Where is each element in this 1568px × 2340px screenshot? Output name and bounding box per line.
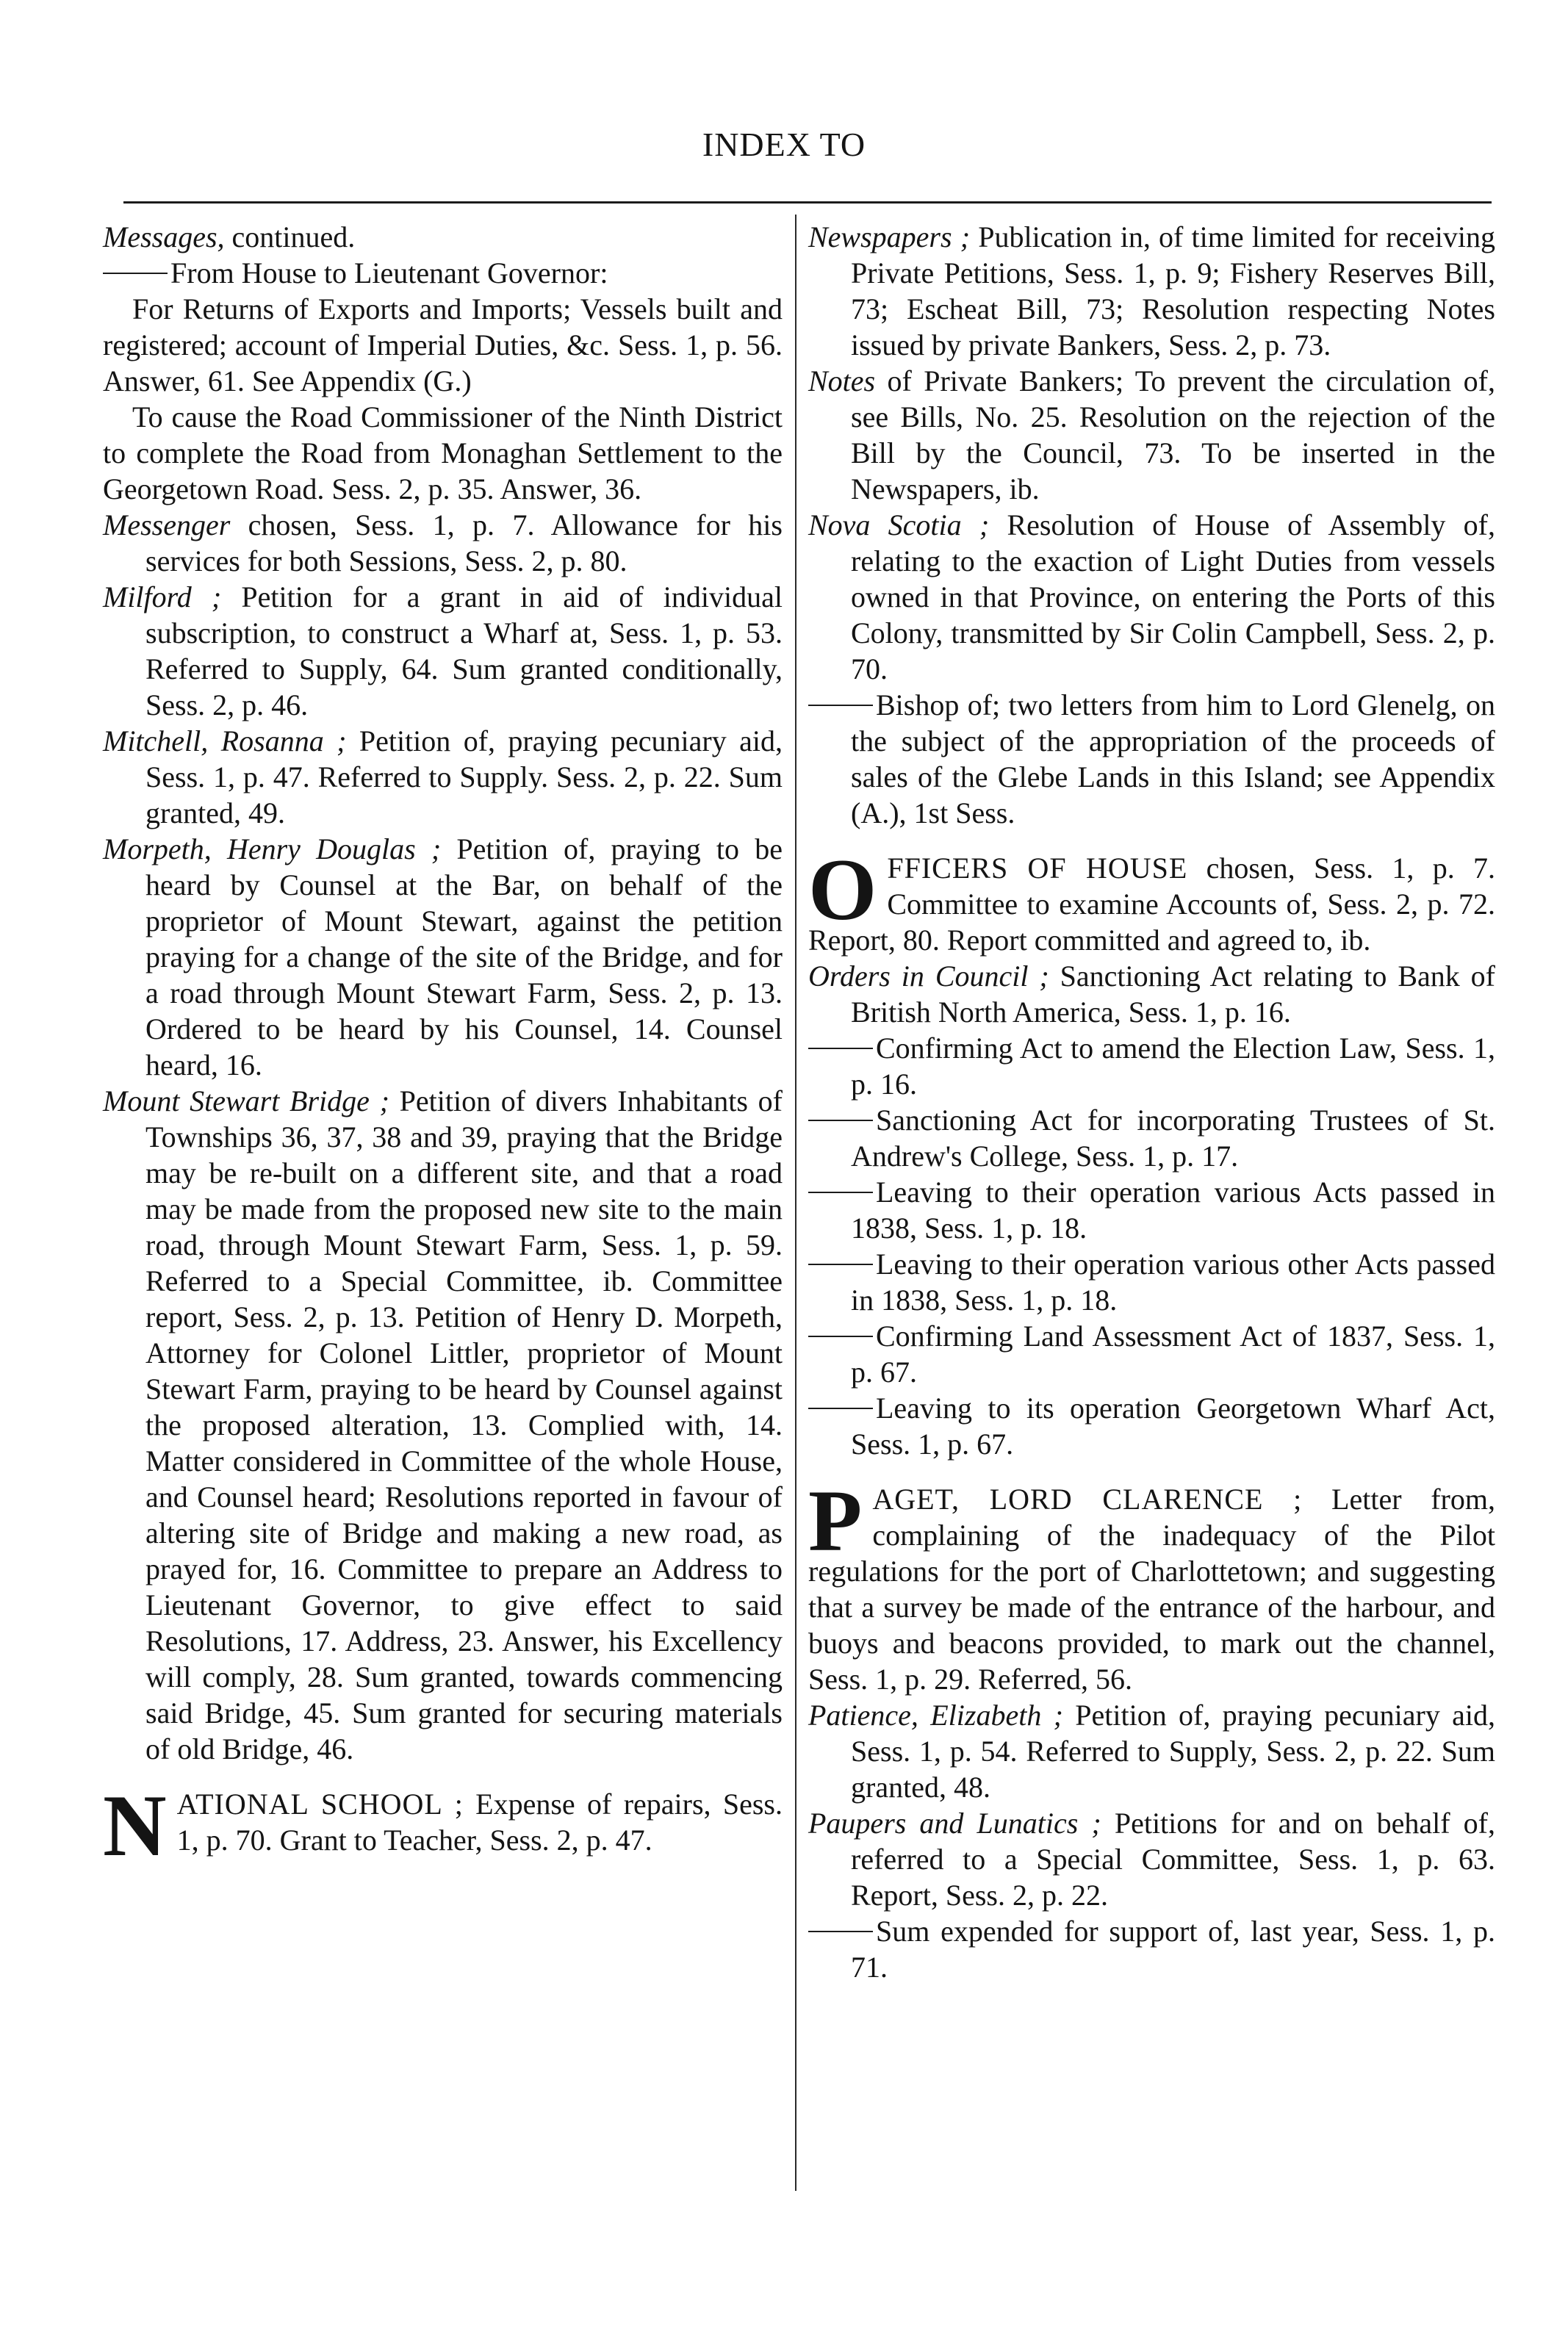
left-column	[103, 219, 783, 1858]
section-entry	[103, 1786, 783, 1858]
index-entry	[808, 1697, 1495, 1805]
section-head: FFICERS OF HOUSE	[887, 852, 1188, 885]
drop-cap: N	[103, 1786, 167, 1858]
section-head: ATIONAL SCHOOL ;	[176, 1788, 464, 1821]
entry-text: Petition of divers Inhabitants of Townships 36, 37, 38 and 39, praying that the Bridge may be re-built on a different site, and that a road may be made from the proposed new site to the main road, through Mount Stewart Farm, Sess. 1, p. 59. Referred to a Special Committee, ib. Committee report, Sess. 2, p. 13. Petition of Henry D. Morpeth, Attorney for Colonel Littler, proprietor of Mount Stewart Farm, praying to be heard by Counsel against the proposed alteration, 13. Complied with, 14. Matter considered in Committee of the whole House, and Counsel heard; Resolutions reported in favour of altering site of Bridge and making a new road, as prayed for, 16. Committee to prepare an Address to Lieutenant Governor, to give effect to said Resolutions, 17. Address, 23. Answer, his Excellency will comply, 28. Sum granted, towards commencing said Bridge, 45. Sum granted for securing materials of old Bridge, 46.	[145, 1084, 783, 1765]
ditto-dash	[808, 1120, 873, 1121]
index-entry	[103, 579, 783, 723]
ditto-dash	[808, 1408, 873, 1409]
ditto-dash	[808, 1336, 873, 1337]
entry-head: Messenger	[103, 508, 231, 541]
column-divider	[795, 215, 796, 2191]
ditto-dash	[808, 1192, 873, 1193]
entry-text: Confirming Land Assessment Act of 1837, Sess. 1, p. 67.	[851, 1320, 1495, 1389]
entry-text: Confirming Act to amend the Election Law, Sess. 1, p. 16.	[851, 1032, 1495, 1101]
entry-head: Mount Stewart Bridge ;	[103, 1084, 389, 1117]
entry-text: chosen, Sess. 1, p. 7. Allowance for his services for both Sessions, Sess. 2, p. 80.	[145, 508, 783, 577]
entry-head: Notes	[808, 364, 876, 397]
entry-text: Leaving to their operation various other Acts passed in 1838, Sess. 1, p. 18.	[851, 1248, 1495, 1317]
entry-text: Petitions for and on behalf of, referred to a Special Committee, Sess. 1, p. 63. Report, Sess. 2, p. 22.	[851, 1807, 1495, 1912]
index-entry	[808, 363, 1495, 507]
ditto-dash	[808, 1931, 873, 1932]
drop-cap: O	[808, 850, 877, 938]
section-entry	[808, 850, 1495, 958]
entry-head: Milford ;	[103, 580, 222, 613]
entry-head: Nova Scotia ;	[808, 508, 990, 541]
index-entry	[103, 831, 783, 1083]
entry-text: Publication in, of time limited for receiving Private Petitions, Sess. 1, p. 9; Fishery Reserves Bill, 73; Escheat Bill, 73; Resolution respecting Notes issued by private Bankers, Sess. 2, p. 73.	[851, 220, 1495, 361]
index-entry	[103, 1083, 783, 1767]
index-subentry	[808, 687, 1495, 831]
entry-head: Mitchell, Rosanna ;	[103, 724, 347, 757]
entry-text: Petition for a grant in aid of individual subscription, to construct a Wharf at, Sess. 1, p. 53. Referred to Supply, 64. Sum granted conditionally, Sess. 2, p. 46.	[145, 580, 783, 721]
entry-head: Messages,	[103, 220, 225, 253]
ditto-dash	[808, 705, 873, 706]
index-subentry: To cause the Road Commissioner of the Ninth District to complete the Road from Monaghan Settlement to the Georgetown Road. Sess. 2, p. 35. Answer, 36.	[103, 400, 783, 505]
index-entry	[808, 1805, 1495, 1913]
index-subentry	[808, 1318, 1495, 1390]
right-column	[808, 219, 1495, 1985]
entry-text: Sanctioning Act for incorporating Trustees of St. Andrew's College, Sess. 1, p. 17.	[851, 1104, 1495, 1173]
index-entry	[103, 219, 783, 255]
index-subentry	[808, 1390, 1495, 1462]
entry-text: Leaving to their operation various Acts passed in 1838, Sess. 1, p. 18.	[851, 1176, 1495, 1245]
entry-text: Leaving to its operation Georgetown Wharf Act, Sess. 1, p. 67.	[851, 1392, 1495, 1461]
entry-text: Sanctioning Act relating to Bank of British North America, Sess. 1, p. 16.	[851, 960, 1495, 1029]
entry-text: Resolution of House of Assembly of, relating to the exaction of Light Duties from vessels owned in that Province, on entering the Ports of this Colony, transmitted by Sir Colin Campbell, Sess. 2, p. 70.	[851, 508, 1495, 685]
entry-text: Expense of repairs, Sess. 1, p. 70. Grant to Teacher, Sess. 2, p. 47.	[176, 1788, 783, 1857]
index-entry	[103, 723, 783, 831]
entry-text: Petition of, praying pecuniary aid, Sess. 1, p. 54. Referred to Supply, Sess. 2, p. 22. Sum granted, 48.	[851, 1699, 1495, 1804]
section-gap	[808, 831, 1495, 850]
index-subentry	[808, 1246, 1495, 1318]
entry-text: From House to Lieutenant Governor:	[170, 256, 608, 289]
ditto-dash	[103, 273, 168, 274]
entry-text: continued.	[224, 220, 356, 253]
index-entry	[808, 507, 1495, 687]
entry-text: Sum expended for support of, last year, Sess. 1, p. 71.	[851, 1915, 1495, 1984]
ditto-dash	[808, 1048, 873, 1049]
ditto-dash	[808, 1264, 873, 1265]
page-header: INDEX TO	[702, 126, 866, 163]
entry-text: Petition of, praying to be heard by Counsel at the Bar, on behalf of the proprietor of Mount Stewart, against the petition praying for a change of the site of the Bridge, and for a road through Mount Stewart Farm, Sess. 2, p. 13. Ordered to be heard by his Counsel, 14. Counsel heard, 16.	[145, 832, 783, 1081]
entry-text: of Private Bankers; To prevent the circulation of, see Bills, No. 25. Resolution on the rejection of the Bill by the Council, 73. To be inserted in the Newspapers, ib.	[851, 364, 1495, 505]
entry-text: Bishop of; two letters from him to Lord Glenelg, on the subject of the appropriation of the proceeds of sales of the Glebe Lands in this Island; see Appendix (A.), 1st Sess.	[851, 688, 1495, 829]
index-entry	[808, 958, 1495, 1030]
drop-cap: P	[808, 1481, 863, 1569]
header-rule	[123, 201, 1492, 204]
section-entry	[808, 1481, 1495, 1697]
index-subentry	[103, 255, 783, 291]
entry-head: Patience, Elizabeth ;	[808, 1699, 1063, 1732]
entry-text: Letter from, complaining of the inadequacy of the Pilot regulations for the port of Charlottetown; and suggesting that a survey be made of the entrance of the harbour, and buoys and beacons provided, to mark out the channel, Sess. 1, p. 29. Referred, 56.	[808, 1483, 1495, 1696]
entry-text: chosen, Sess. 1, p. 7. Committee to examine Accounts of, Sess. 2, p. 72. Report, 80. Report committed and agreed to, ib.	[808, 852, 1495, 957]
entry-head: Morpeth, Henry Douglas ;	[103, 832, 442, 865]
entry-head: Orders in Council ;	[808, 960, 1049, 993]
index-subentry	[808, 1913, 1495, 1985]
section-gap	[103, 1767, 783, 1786]
index-entry	[808, 219, 1495, 363]
entry-text: Petition of, praying pecuniary aid, Sess. 1, p. 47. Referred to Supply. Sess. 2, p. 22. Sum granted, 49.	[145, 724, 783, 829]
index-entry	[103, 507, 783, 579]
section-head: AGET, LORD CLARENCE ;	[872, 1483, 1303, 1516]
entry-head: Paupers and Lunatics ;	[808, 1807, 1101, 1840]
index-subentry	[808, 1102, 1495, 1174]
index-subentry: For Returns of Exports and Imports; Vessels built and registered; account of Imperial Duties, &c. Sess. 1, p. 56. Answer, 61. See Appendix (G.)	[103, 292, 783, 397]
index-subentry	[808, 1030, 1495, 1102]
section-gap	[808, 1462, 1495, 1481]
index-subentry	[808, 1174, 1495, 1246]
entry-head: Newspapers ;	[808, 220, 971, 253]
